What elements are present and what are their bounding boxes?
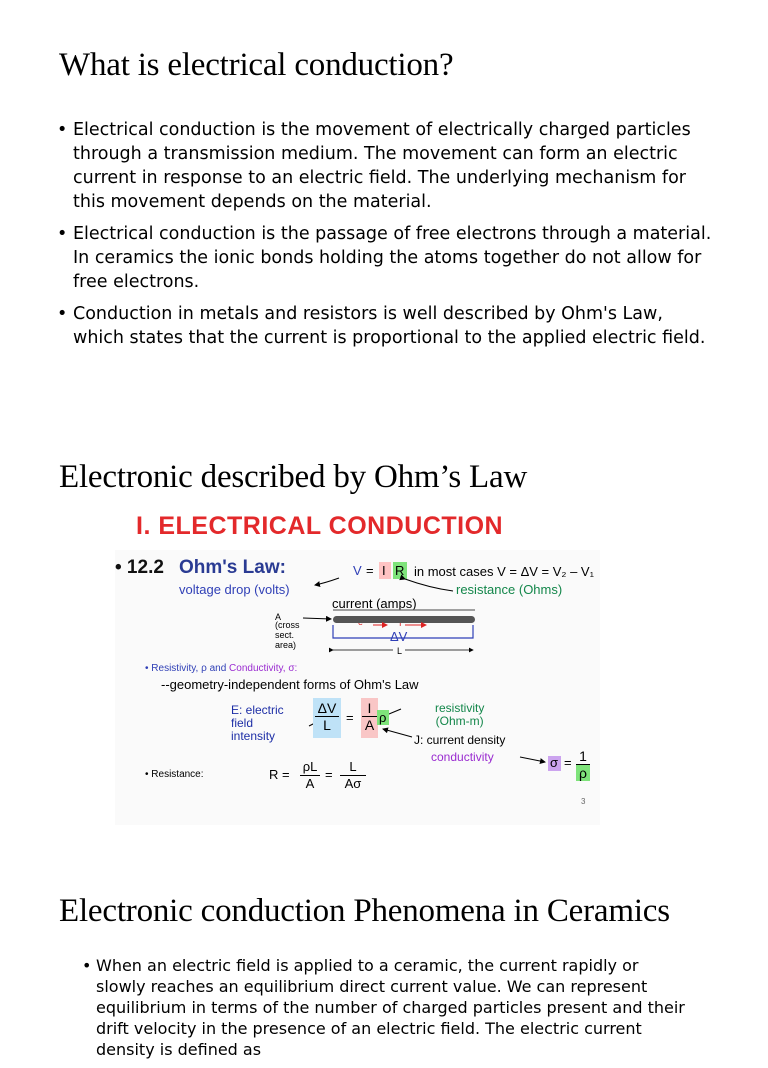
resistance-bullet: • Resistance: (145, 769, 204, 780)
resistivity-label: resistivity (Ohm-m) (435, 701, 485, 728)
section-number: • 12.2 (115, 557, 164, 578)
resistance-label: resistance (Ohms) (456, 582, 563, 597)
electric-field-label: E: electric field intensity (231, 703, 284, 743)
conductivity-label: conductivity (431, 750, 494, 764)
l-over-a-sigma-fraction: $\frac{L}{A\sigma}$ (340, 759, 366, 792)
voltage-arrow (315, 578, 339, 585)
delta-v-over-l-fraction: $\frac{\Delta V}{L}$ (315, 700, 339, 733)
ohms-law-heading: Ohm's Law: (179, 557, 286, 578)
area-arrow (303, 618, 331, 619)
i-over-a-fraction: $\frac{I}{A}$ (362, 700, 377, 733)
bullet-item: • When an electric field is applied to a ceramic, the current rapidly or slowly reaches an equilibrium direct current value. We can represent equilibrium in terms of the number of charged particles present and their drift velocity in the presence of an electric field. The electric current density is defined as (82, 955, 688, 1060)
bullet-list-electrical-conduction (57, 118, 717, 358)
voltage-drop-label: voltage drop (volts) (179, 582, 290, 597)
equals-sign: = (564, 755, 572, 770)
length-label: L (397, 646, 403, 656)
current-density-label: J: current density (414, 733, 506, 747)
area-label: (cross sect. area) (275, 620, 300, 650)
slide-page-number: 3 (581, 797, 586, 806)
current-highlight: I (379, 562, 391, 579)
one-over-rho-fraction: $\frac{1}{\rho}$ (576, 748, 590, 781)
current-density-arrow (383, 729, 412, 737)
resistivity-bullet: • Resistivity, ρ and Conductivity, σ: (145, 663, 298, 674)
sigma-highlight: σ (548, 756, 561, 771)
bullet-item: • Electrical conduction is the passage of free electrons through a material. In ceramics the ionic bonds holding the atoms together do not allow for free electrons. (57, 222, 717, 294)
figure-heading: I. ELECTRICAL CONDUCTION (136, 512, 504, 540)
equals-sign: = (325, 767, 333, 782)
most-cases-note: in most cases V = ΔV = V₂ – V₁ (414, 564, 594, 579)
rho-l-over-a-fraction: $\frac{\rho L}{A}$ (300, 759, 320, 792)
geometry-independent-note: --geometry-independent forms of Ohm's Law (161, 677, 419, 692)
section-title-ceramics: Electronic conduction Phenomena in Ceramics (59, 893, 670, 929)
delta-v-label: ΔV (390, 629, 408, 644)
ohms-law-figure (115, 505, 600, 825)
bullet-list-ceramics (82, 955, 688, 1068)
equals-sign: = (366, 563, 374, 578)
bullet-item: • Electrical conduction is the movement of electrically charged particles through a transmission medium. The movement can form an electric current in response to an electric field. The underlying mechanism for this movement depends on the material. (57, 118, 717, 214)
delta-v-bracket (333, 625, 473, 638)
equals-sign: = (346, 710, 354, 725)
section-title-ohms-law: Electronic described by Ohm’s Law (59, 459, 528, 495)
wire-rod (333, 616, 475, 623)
bullet-item: • Conduction in metals and resistors is well described by Ohm's Law, which states that the current is proportional to the applied electric field. (57, 302, 717, 350)
section-title-electrical-conduction: What is electrical conduction? (59, 47, 454, 83)
resistance-arrow (405, 579, 453, 591)
resistance-r-equals: R = (269, 767, 290, 782)
rho-highlight: ρ (377, 710, 389, 725)
resistance-highlight: R (393, 562, 407, 579)
current-label: current (amps) (332, 596, 417, 611)
area-symbol: A (275, 612, 282, 622)
v-symbol: V (353, 563, 362, 578)
conductivity-arrow (520, 757, 545, 762)
